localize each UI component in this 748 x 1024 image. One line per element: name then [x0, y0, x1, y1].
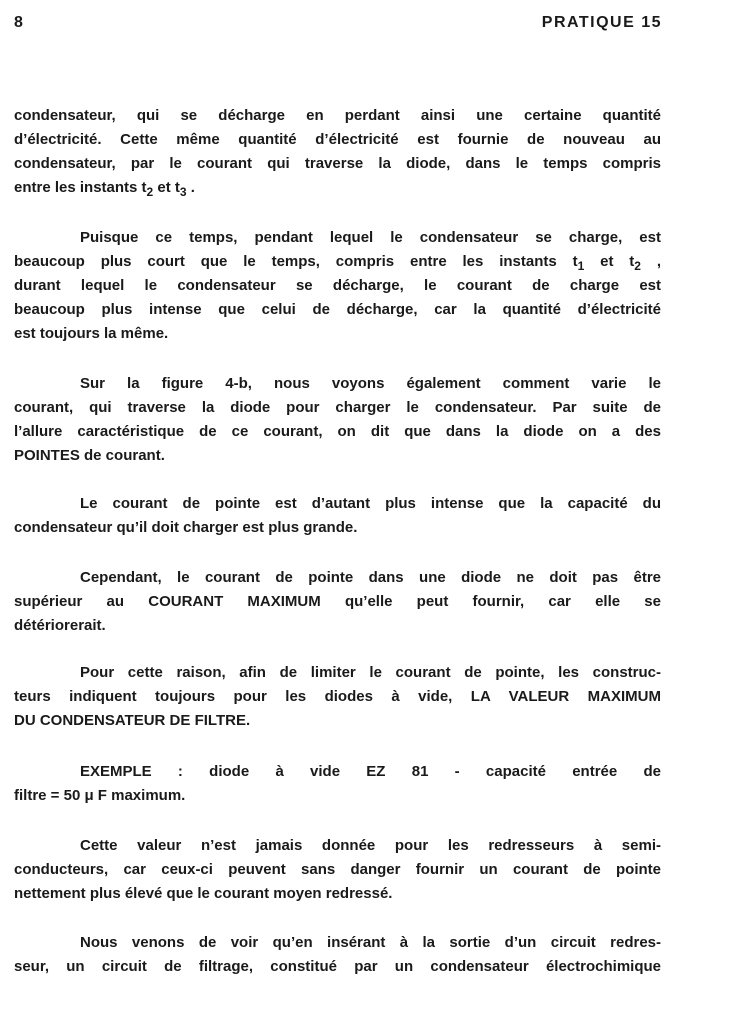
text-line: filtre = 50 μ F maximum. [14, 787, 186, 804]
text-line: Cette valeur n’est jamais donnée pour les redresseurs à semi- [80, 837, 661, 854]
subscript: 2 [146, 185, 154, 199]
text-line: d’électricité. Cette même quantité d’électricité est fournie de nouveau au [14, 131, 661, 148]
text-line: Sur la figure 4-b, nous voyons également comment varie le [80, 375, 661, 392]
subscript: 1 [577, 259, 585, 273]
text-line: teurs indiquent toujours pour les diodes à vide, LA VALEUR MAXIMUM [14, 688, 661, 705]
text-line: condensateur qu’il doit charger est plus grande. [14, 519, 358, 536]
text-line: détériorerait. [14, 617, 106, 634]
text-line: est toujours la même. [14, 325, 169, 342]
page-number: 8 [14, 14, 24, 31]
text-line: entre les instants $t_2$ et $t_3$ . [14, 179, 195, 199]
text-line: beaucoup plus court que le temps, compris entre les instants $t_1$ et $t_2$ , [14, 253, 661, 273]
text-line: nettement plus élevé que le courant moyen redressé. [14, 885, 393, 902]
text-line: beaucoup plus intense que celui de décharge, car la quantité d’électricité [14, 301, 661, 318]
text-line: POINTES de courant. [14, 447, 165, 464]
text-line: Nous venons de voir qu’en insérant à la sortie d’un circuit redres- [80, 934, 661, 951]
text-line: condensateur, qui se décharge en perdant ainsi une certaine quantité [14, 107, 661, 124]
text-line: supérieur au COURANT MAXIMUM qu’elle peut fournir, car elle se [14, 593, 661, 610]
text-line: l’allure caractéristique de ce courant, on dit que dans la diode on a des [14, 423, 661, 440]
subscript: 2 [634, 259, 641, 273]
text-line: conducteurs, car ceux-ci peuvent sans danger fournir un courant de pointe [14, 861, 661, 878]
text-line: Pour cette raison, afin de limiter le courant de pointe, les construc- [80, 664, 661, 681]
text-line: durant lequel le condensateur se décharge, le courant de charge est [14, 277, 661, 294]
text-line: courant, qui traverse la diode pour charger le condensateur. Par suite de [14, 399, 661, 416]
text-line: Cependant, le courant de pointe dans une diode ne doit pas être [80, 569, 661, 586]
text-line: DU CONDENSATEUR DE FILTRE. [14, 712, 251, 729]
subscript: 3 [179, 185, 187, 199]
text-line: Puisque ce temps, pendant lequel le condensateur se charge, est [80, 229, 661, 246]
text-line: seur, un circuit de filtrage, constitué par un condensateur électrochimique [14, 958, 661, 975]
text-line: Le courant de pointe est d’autant plus intense que la capacité du [80, 495, 661, 512]
text-line: EXEMPLE : diode à vide EZ 81 - capacité entrée de [80, 763, 661, 780]
running-head: PRATIQUE 15 [541, 14, 662, 31]
text-line: condensateur, par le courant qui traverse la diode, dans le temps compris [14, 155, 661, 172]
